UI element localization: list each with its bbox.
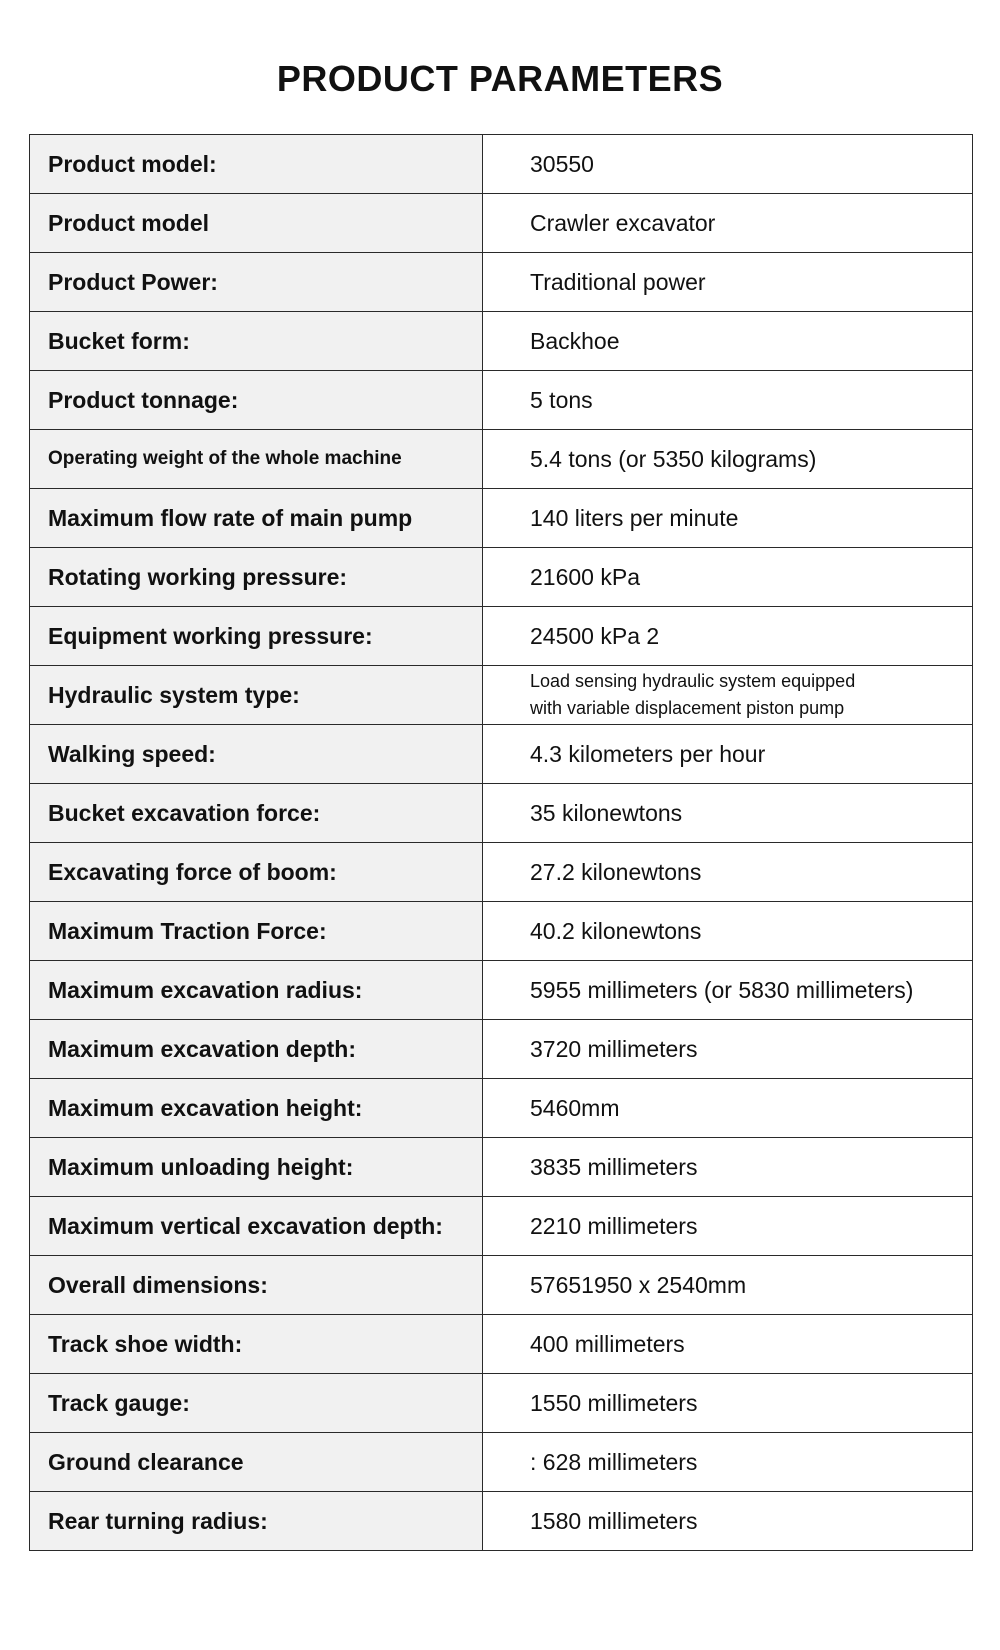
param-label: Overall dimensions: — [30, 1256, 483, 1315]
param-value: 40.2 kilonewtons — [483, 902, 973, 961]
param-label: Rear turning radius: — [30, 1492, 483, 1551]
table-row — [30, 489, 973, 548]
table-row — [30, 1197, 973, 1256]
param-label: Bucket form: — [30, 312, 483, 371]
param-value: 5955 millimeters (or 5830 millimeters) — [483, 961, 973, 1020]
param-value: 27.2 kilonewtons — [483, 843, 973, 902]
table-row — [30, 194, 973, 253]
table-row — [30, 784, 973, 843]
param-label: Maximum vertical excavation depth: — [30, 1197, 483, 1256]
table-row — [30, 725, 973, 784]
table-row — [30, 1020, 973, 1079]
param-value: 57651950 x 2540mm — [483, 1256, 973, 1315]
param-value-line: with variable displacement piston pump — [530, 698, 845, 718]
parameters-table — [29, 134, 973, 1551]
table-row — [30, 430, 973, 489]
param-label: Ground clearance — [30, 1433, 483, 1492]
param-value: 21600 kPa — [483, 548, 973, 607]
param-value: Backhoe — [483, 312, 973, 371]
param-label: Excavating force of boom: — [30, 843, 483, 902]
table-row — [30, 1256, 973, 1315]
param-label: Maximum excavation height: — [30, 1079, 483, 1138]
table-row — [30, 1079, 973, 1138]
param-value: 5460mm — [483, 1079, 973, 1138]
param-label: Product Power: — [30, 253, 483, 312]
param-value: Crawler excavator — [483, 194, 973, 253]
param-label: Maximum excavation depth: — [30, 1020, 483, 1079]
param-value: Traditional power — [483, 253, 973, 312]
param-label: Product model — [30, 194, 483, 253]
param-label: Product model: — [30, 135, 483, 194]
table-row — [30, 253, 973, 312]
param-label: Maximum Traction Force: — [30, 902, 483, 961]
page-title: PRODUCT PARAMETERS — [276, 58, 724, 99]
param-label: Maximum flow rate of main pump — [30, 489, 483, 548]
param-value: 3720 millimeters — [483, 1020, 973, 1079]
table-row — [30, 902, 973, 961]
table-row — [30, 371, 973, 430]
table-row — [30, 312, 973, 371]
param-label: Operating weight of the whole machine — [30, 430, 483, 489]
param-label: Product tonnage: — [30, 371, 483, 430]
param-value: 3835 millimeters — [483, 1138, 973, 1197]
param-value: 5.4 tons (or 5350 kilograms) — [483, 430, 973, 489]
param-value: 24500 kPa 2 — [483, 607, 973, 666]
param-label: Rotating working pressure: — [30, 548, 483, 607]
param-value — [483, 666, 973, 725]
table-row — [30, 1492, 973, 1551]
table-row — [30, 607, 973, 666]
param-value: 5 tons — [483, 371, 973, 430]
table-row — [30, 843, 973, 902]
table-row — [30, 666, 973, 725]
param-value: 4.3 kilometers per hour — [483, 725, 973, 784]
param-value: 30550 — [483, 135, 973, 194]
table-row — [30, 1315, 973, 1374]
table-row — [30, 1433, 973, 1492]
param-label: Equipment working pressure: — [30, 607, 483, 666]
param-label: Hydraulic system type: — [30, 666, 483, 725]
param-label: Bucket excavation force: — [30, 784, 483, 843]
param-value-line: Load sensing hydraulic system equipped — [530, 671, 856, 691]
param-value: 1550 millimeters — [483, 1374, 973, 1433]
param-value: : 628 millimeters — [483, 1433, 973, 1492]
param-value: 400 millimeters — [483, 1315, 973, 1374]
param-value: 140 liters per minute — [483, 489, 973, 548]
table-row — [30, 961, 973, 1020]
param-value: 2210 millimeters — [483, 1197, 973, 1256]
param-label: Maximum excavation radius: — [30, 961, 483, 1020]
table-row — [30, 1374, 973, 1433]
param-label: Maximum unloading height: — [30, 1138, 483, 1197]
param-label: Track gauge: — [30, 1374, 483, 1433]
table-row — [30, 1138, 973, 1197]
param-value: 1580 millimeters — [483, 1492, 973, 1551]
param-label: Track shoe width: — [30, 1315, 483, 1374]
param-label: Walking speed: — [30, 725, 483, 784]
table-row — [30, 548, 973, 607]
table-row — [30, 135, 973, 194]
param-value: 35 kilonewtons — [483, 784, 973, 843]
